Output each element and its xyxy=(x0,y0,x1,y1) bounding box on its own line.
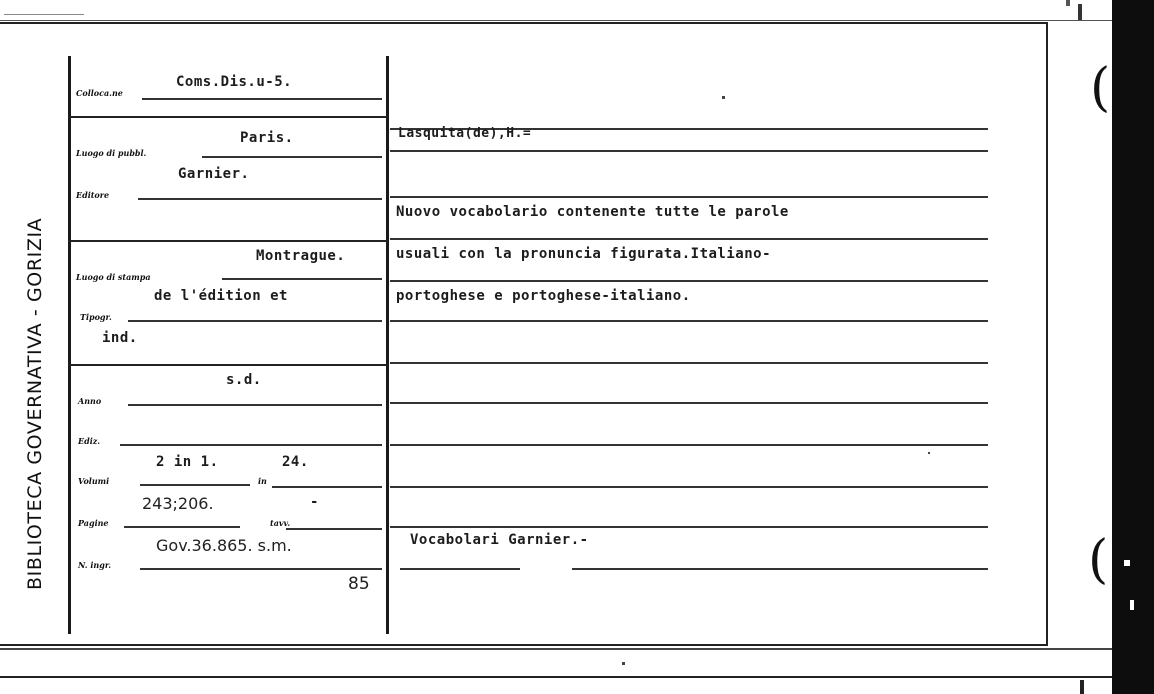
label-collocazione: Colloca.ne xyxy=(76,88,123,98)
value-n-ingr: Gov.36.865. s.m. xyxy=(156,536,292,555)
value-pagine: 243;206. xyxy=(142,494,214,513)
right-rule-4 xyxy=(390,238,988,240)
right-rule-5 xyxy=(390,280,988,282)
middle-column-line xyxy=(386,56,389,634)
bracket-bottom: ( xyxy=(1088,530,1109,590)
value-volumi: 2 in 1. xyxy=(156,454,219,470)
scan-edge-noise xyxy=(1124,560,1130,566)
line-editore xyxy=(138,198,382,200)
entry-series: Vocabolari Garnier.- xyxy=(410,532,589,548)
line-n-ingr xyxy=(140,568,382,570)
left-column-line xyxy=(68,56,71,634)
line-volumi xyxy=(140,484,250,486)
line-anno xyxy=(128,404,382,406)
value-anno: s.d. xyxy=(226,372,262,388)
label-tipografo: Tipogr. xyxy=(80,312,112,322)
label-luogo-stampa: Luogo di stampa xyxy=(76,272,151,282)
label-volumi: Volumi xyxy=(78,476,110,486)
section-divider-3 xyxy=(68,364,388,366)
value-collocazione: Coms.Dis.u-5. xyxy=(176,74,293,90)
section-divider-2 xyxy=(68,240,388,242)
label-edizione: Ediz. xyxy=(78,436,101,446)
scan-edge-noise-2 xyxy=(1130,600,1134,610)
label-editore: Editore xyxy=(76,190,110,200)
stray-dot-1 xyxy=(722,96,725,99)
right-rule-3 xyxy=(390,196,988,198)
label-luogo-pubbl: Luogo di pubbl. xyxy=(76,148,147,158)
line-formato xyxy=(272,486,382,488)
scan-edge-right xyxy=(1112,0,1154,694)
top-edge-line xyxy=(0,20,1112,21)
top-right-mark xyxy=(1066,0,1070,6)
line-luogo-stampa xyxy=(222,278,382,280)
label-anno: Anno xyxy=(78,396,102,406)
top-edge-specks xyxy=(4,14,84,15)
top-right-mark-2 xyxy=(1078,4,1082,20)
right-rule-8 xyxy=(390,402,988,404)
label-in: in xyxy=(258,476,267,486)
bracket-top: ( xyxy=(1090,58,1111,118)
right-rule-12a xyxy=(400,568,520,570)
bottom-edge-line-2 xyxy=(0,676,1112,678)
entry-title-line-1: Nuovo vocabolario contenente tutte le parole xyxy=(396,204,789,220)
stray-dot-2 xyxy=(928,452,930,454)
right-rule-9 xyxy=(390,444,988,446)
bottom-right-mark xyxy=(1080,680,1084,694)
value-tavole: - xyxy=(310,494,319,510)
right-rule-6 xyxy=(390,320,988,322)
label-tavole: tavv. xyxy=(270,518,291,528)
line-tavole xyxy=(286,528,382,530)
section-divider-1 xyxy=(68,116,388,118)
value-editore: Garnier. xyxy=(178,166,250,182)
line-luogo-pubbl xyxy=(202,156,382,158)
value-tipografo-1: de l'édition et xyxy=(154,288,288,304)
line-collocazione xyxy=(142,98,382,100)
value-luogo-pubbl: Paris. xyxy=(240,130,294,146)
stray-dot-3 xyxy=(622,662,625,665)
entry-author: Lasquita(de),H.= xyxy=(398,126,532,141)
right-rule-7 xyxy=(390,362,988,364)
handwritten-annotation: 85 xyxy=(348,574,370,594)
value-tipografo-2: ind. xyxy=(102,330,138,346)
label-n-ingr: N. ingr. xyxy=(78,560,112,570)
value-luogo-stampa: Montrague. xyxy=(256,248,346,264)
bottom-edge-line xyxy=(0,648,1112,650)
library-side-label: BIBLIOTECA GOVERNATIVA - GORIZIA xyxy=(24,217,46,590)
entry-title-line-2: usuali con la pronuncia figurata.Italiano- xyxy=(396,246,772,262)
label-pagine: Pagine xyxy=(78,518,109,528)
line-pagine xyxy=(124,526,240,528)
right-rule-2 xyxy=(390,150,988,152)
entry-title-line-3: portoghese e portoghese-italiano. xyxy=(396,288,691,304)
line-tipografo xyxy=(128,320,382,322)
right-rule-11 xyxy=(390,526,988,528)
value-formato: 24. xyxy=(282,454,309,470)
line-edizione xyxy=(120,444,382,446)
right-rule-10 xyxy=(390,486,988,488)
right-rule-12b xyxy=(572,568,988,570)
